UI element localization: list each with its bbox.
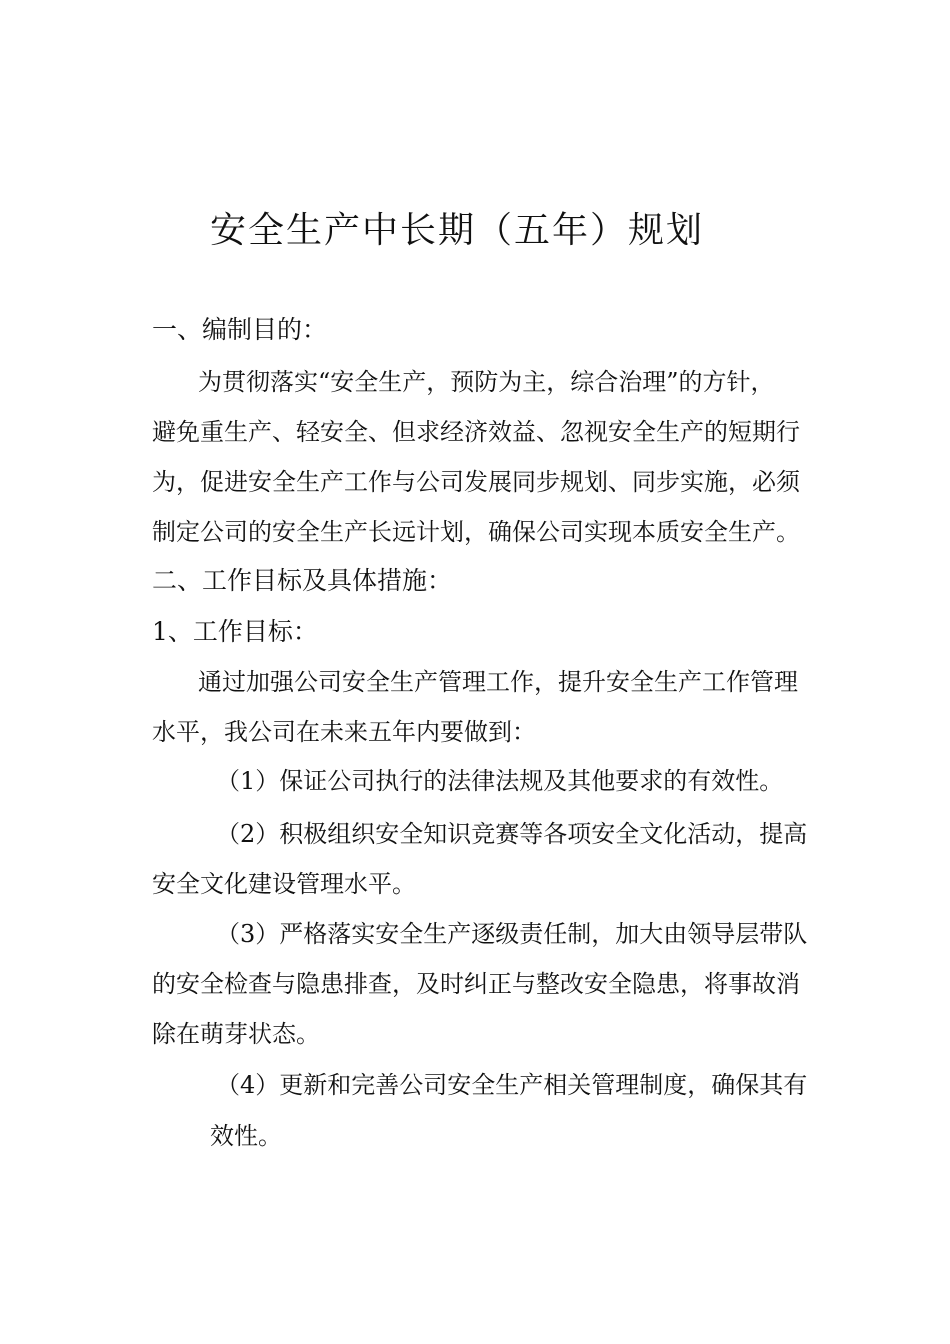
list-item-2-line: （2）积极组织安全知识竞赛等各项安全文化活动，提高 — [216, 820, 808, 848]
paragraph-line: 避免重生产、轻安全、但求经济效益、忽视安全生产的短期行 — [152, 418, 800, 446]
list-item-4-line: （4）更新和完善公司安全生产相关管理制度，确保其有 — [216, 1071, 808, 1099]
page-title: 安全生产中长期（五年）规划 — [209, 210, 704, 251]
paragraph-line: 通过加强公司安全生产管理工作，提升安全生产工作管理 — [198, 668, 798, 696]
paragraph-line: 水平，我公司在未来五年内要做到： — [152, 718, 536, 746]
list-item-3-line: （3）严格落实安全生产逐级责任制，加大由领导层带队 — [216, 920, 808, 948]
section-heading-goals: 二、工作目标及具体措施： — [152, 566, 453, 595]
subsection-heading-work-goals: 1、工作目标： — [152, 617, 318, 646]
paragraph-line: 制定公司的安全生产长远计划，确保公司实现本质安全生产。 — [152, 518, 800, 546]
list-item-4-line: 效性。 — [210, 1122, 282, 1150]
paragraph-line: 为，促进安全生产工作与公司发展同步规划、同步实施，必须 — [152, 468, 800, 496]
list-item-1-line: （1）保证公司执行的法律法规及其他要求的有效性。 — [216, 767, 784, 795]
section-heading-purpose: 一、编制目的： — [152, 315, 328, 344]
list-item-3-line: 的安全检查与隐患排查，及时纠正与整改安全隐患，将事故消 — [152, 970, 800, 998]
list-item-2-line: 安全文化建设管理水平。 — [152, 870, 416, 898]
paragraph-line: 为贯彻落实“安全生产，预防为主，综合治理”的方针， — [198, 368, 775, 396]
list-item-3-line: 除在萌芽状态。 — [152, 1020, 320, 1048]
